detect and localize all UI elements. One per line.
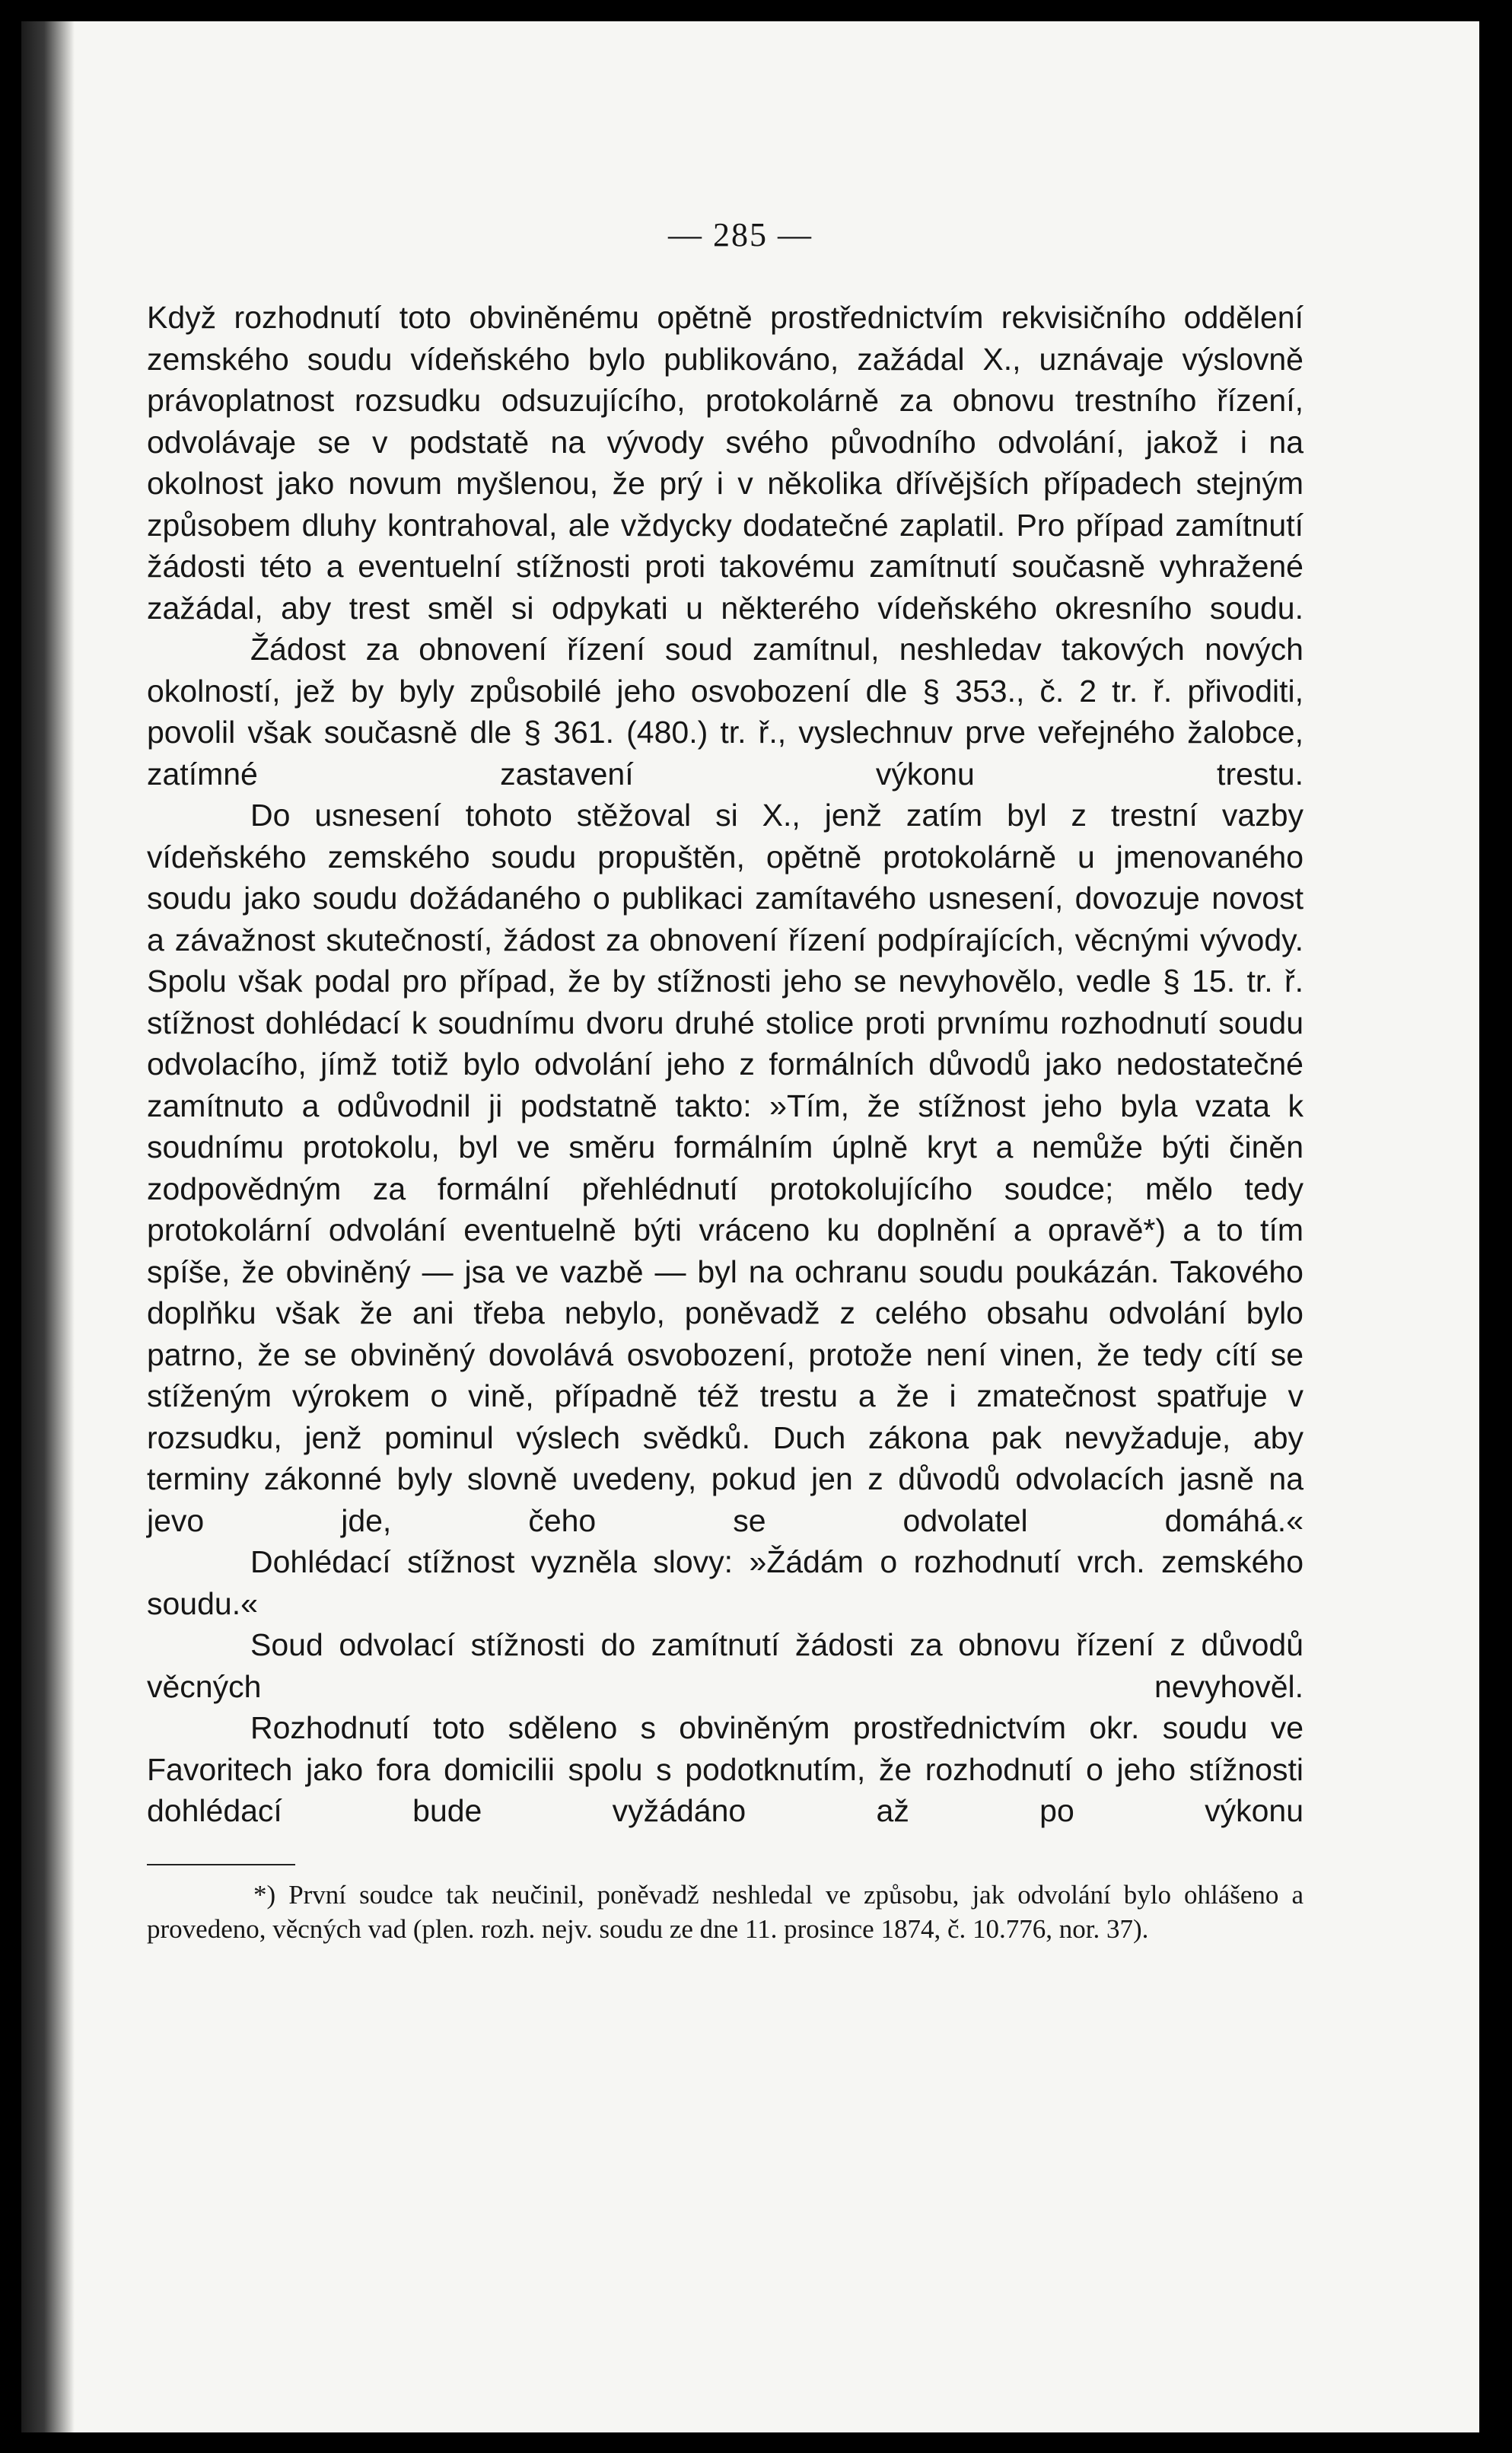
footnote-divider xyxy=(147,1864,295,1865)
page-number: — 285 — xyxy=(668,216,813,253)
footnote: *) První soudce tak neučinil, poněvadž neshledal ve způsobu, jak odvolání bylo ohlášeno a provedeno, věcných vad (plen. rozh. nejv. soudu ze dne 11. prosince 1874, č. 10.776, nor. 37). xyxy=(147,1879,1304,1944)
paragraph-1: Když rozhodnutí toto obviněnému opětně prostřednictvím rekvisičního oddělení zemského soudu vídeňského bylo publikováno, zažádal X., uznávaje výslovně právoplatnost rozsudku odsuzujícího, protokolárně za obnovu trestního řízení, odvolávaje se v podstatě na vývody svého původního odvolání, jakož i na okolnost jako novum myšlenou, že prý i v několika dřívějších případech stejným způsobem dluhy kontrahoval, ale vždycky dodatečné zaplatil. Pro případ zamítnutí žádosti této a eventuelní stížnosti proti takovému zamítnutí současně vyhražené zažádal, aby trest směl si odpykati u některého vídeňského okresního soudu. xyxy=(147,300,1304,626)
paragraph-3: Do usnesení tohoto stěžoval si X., jenž zatím byl z trestní vazby vídeňského zemského soudu propuštěn, opětně protokolárně u jmenovaného soudu jako soudu dožádaného o publikaci zamítavého usnesení, dovozuje novost a závažnost skutečností, žádost za obnovení řízení podpírajících, věcnými vývody. Spolu však podal pro případ, že by stížnosti jeho se nevyhovělo, vedle § 15. tr. ř. stížnost dohlédací k soudnímu dvoru druhé stolice proti prvnímu rozhodnutí soudu odvolacího, jímž totiž bylo odvolání jeho z formálních důvodů jako nedostatečné zamítnuto a odůvodnil ji podstatně takto: »Tím, že stížnost jeho byla vzata k soudnímu protokolu, byl ve směru formálním úplně kryt a nemůže býti činěn zodpovědným za formální přehlédnutí protokolujícího soudce; mělo tedy protokolární odvolání eventuelně býti vráceno ku doplnění a opravě*) a to tím spíše, že obviněný — jsa ve vazbě — byl na ochranu soudu poukázán. Takového doplňku však že ani třeba nebylo, poněvadž z celého obsahu odvolání bylo patrno, že se obviněný dovolává osvobození, protože není vinen, že tedy cítí se stíženým výrokem o vině, případně též trestu a že i zmatečnost spatřuje v rozsudku, jenž pominul výslech svědků. Duch zákona pak nevyžaduje, aby terminy zákonné byly slovně uvedeny, pokud jen z důvodů odvolacích jasně na jevo jde, čeho se odvolatel domáhá.« xyxy=(147,798,1304,1538)
page-text-block xyxy=(147,215,1304,1946)
page-binding-edge xyxy=(21,21,75,2432)
book-page xyxy=(21,21,1479,2432)
paragraph-6: Rozhodnutí toto sděleno s obviněným prostřednictvím okr. soudu ve Favoritech jako fora domicilii spolu s podotknutím, že rozhodnutí o jeho stížnosti dohlédací bude vyžádáno až po výkonu xyxy=(147,1710,1304,1828)
paragraph-4: Dohlédací stížnost vyzněla slovy: »Žádám o rozhodnutí vrch. zemského soudu.« xyxy=(147,1544,1304,1621)
paragraph-2: Žádost za obnovení řízení soud zamítnul, neshledav takových nových okolností, jež by byly způsobilé jeho osvobození dle § 353., č. 2 tr. ř. přivoditi, povolil však současně dle § 361. (480.) tr. ř., vyslechnuv prve veřejného žalobce, zatímné zastavení výkonu trestu. xyxy=(147,632,1304,792)
paragraph-5: Soud odvolací stížnosti do zamítnutí žádosti za obnovu řízení z důvodů věcných nevyhověl. xyxy=(147,1627,1304,1704)
